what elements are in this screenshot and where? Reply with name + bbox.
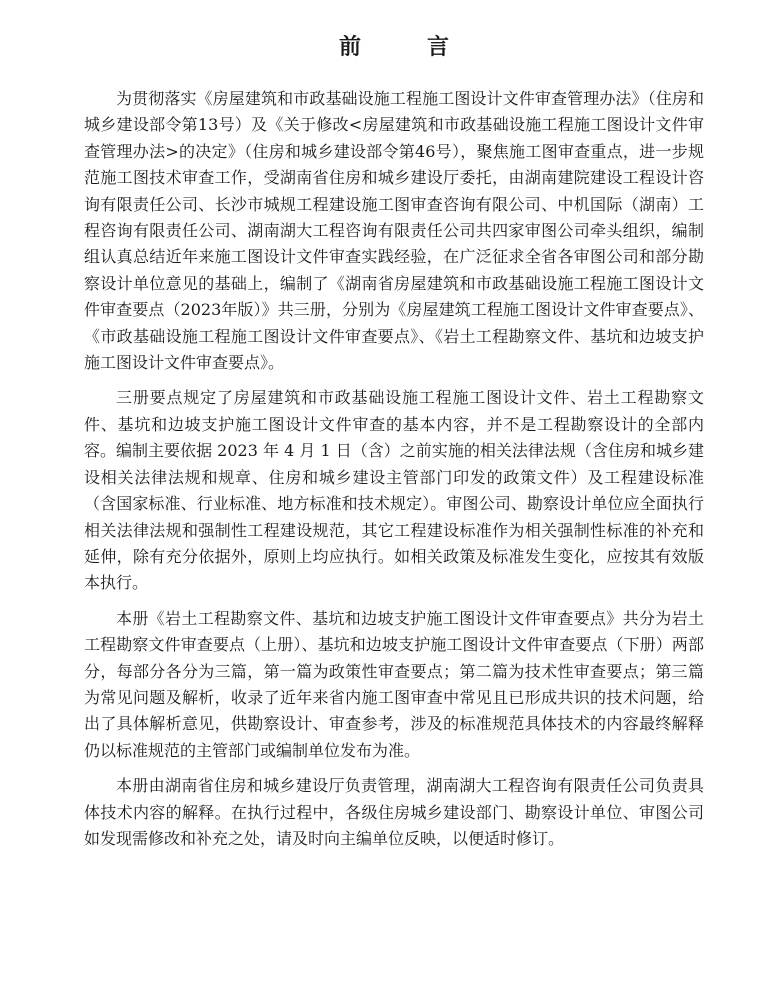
- paragraph-2: 三册要点规定了房屋建筑和市政基础设施工程施工图设计文件、岩土工程勘察文件、基坑和边坡支护施工图设计文件审查的基本内容，并不是工程勘察设计的全部内容。编制主要依据 2023 年 4 月 1 日（含）之前实施的相关法律法规（含住房和城乡建设相关法律法规和规章、住房和城乡建设主管部门印发的政策文件）及工程建设标准（含国家标准、行业标准、地方标准和技术规定）。审图公司、勘察设计单位应全面执行相关法律法规和强制性工程建设规范，其它工程建设标准作为相关强制性标准的补充和延伸，除有充分依据外，原则上均应执行。如相关政策及标准发生变化，应按其有效版本执行。: [84, 388, 704, 593]
- paragraph-1: 为贯彻落实《房屋建筑和市政基础设施工程施工图设计文件审查管理办法》（住房和城乡建设部令第13号）及《关于修改<房屋建筑和市政基础设施工程施工图设计文件审查管理办法>的决定》（住房和城乡建设部令第46号），聚焦施工图审查重点，进一步规范施工图技术审查工作，受湖南省住房和城乡建设厅委托，由湖南建院建设工程设计咨询有限责任公司、长沙市城规工程建设施工图审查咨询有限公司、中机国际（湖南）工程咨询有限责任公司、湖南湖大工程咨询有限责任公司共四家审图公司牵头组织，编制组认真总结近年来施工图设计文件审查实践经验，在广泛征求全省各审图公司和部分勘察设计单位意见的基础上，编制了《湖南省房屋建筑和市政基础设施工程施工图设计文件审查要点（2023年版）》共三册，分别为《房屋建筑工程施工图设计文件审查要点》、《市政基础设施工程施工图设计文件审查要点》、《岩土工程勘察文件、基坑和边坡支护施工图设计文件审查要点》。: [84, 89, 704, 373]
- page-title: 前 言: [338, 34, 471, 60]
- paragraph-4: 本册由湖南省住房和城乡建设厅负责管理，湖南湖大工程咨询有限责任公司负责具体技术内容的解释。在执行过程中，各级住房城乡建设部门、勘察设计单位、审图公司如发现需修改和补充之处，请及时向主编单位反映，以便适时修订。: [84, 776, 704, 848]
- paragraph-3: 本册《岩土工程勘察文件、基坑和边坡支护施工图设计文件审查要点》共分为岩土工程勘察文件审查要点（上册）、基坑和边坡支护施工图设计文件审查要点（下册）两部分，每部分各分为三篇，第一篇为政策性审查要点；第二篇为技术性审查要点；第三篇为常见问题及解析，收录了近年来省内施工图审查中常见且已形成共识的技术问题，给出了具体解析意见，供勘察设计、审查参考，涉及的标准规范具体技术的内容最终解释仍以标准规范的主管部门或编制单位发布为准。: [84, 608, 704, 760]
- document-body: [84, 86, 704, 852]
